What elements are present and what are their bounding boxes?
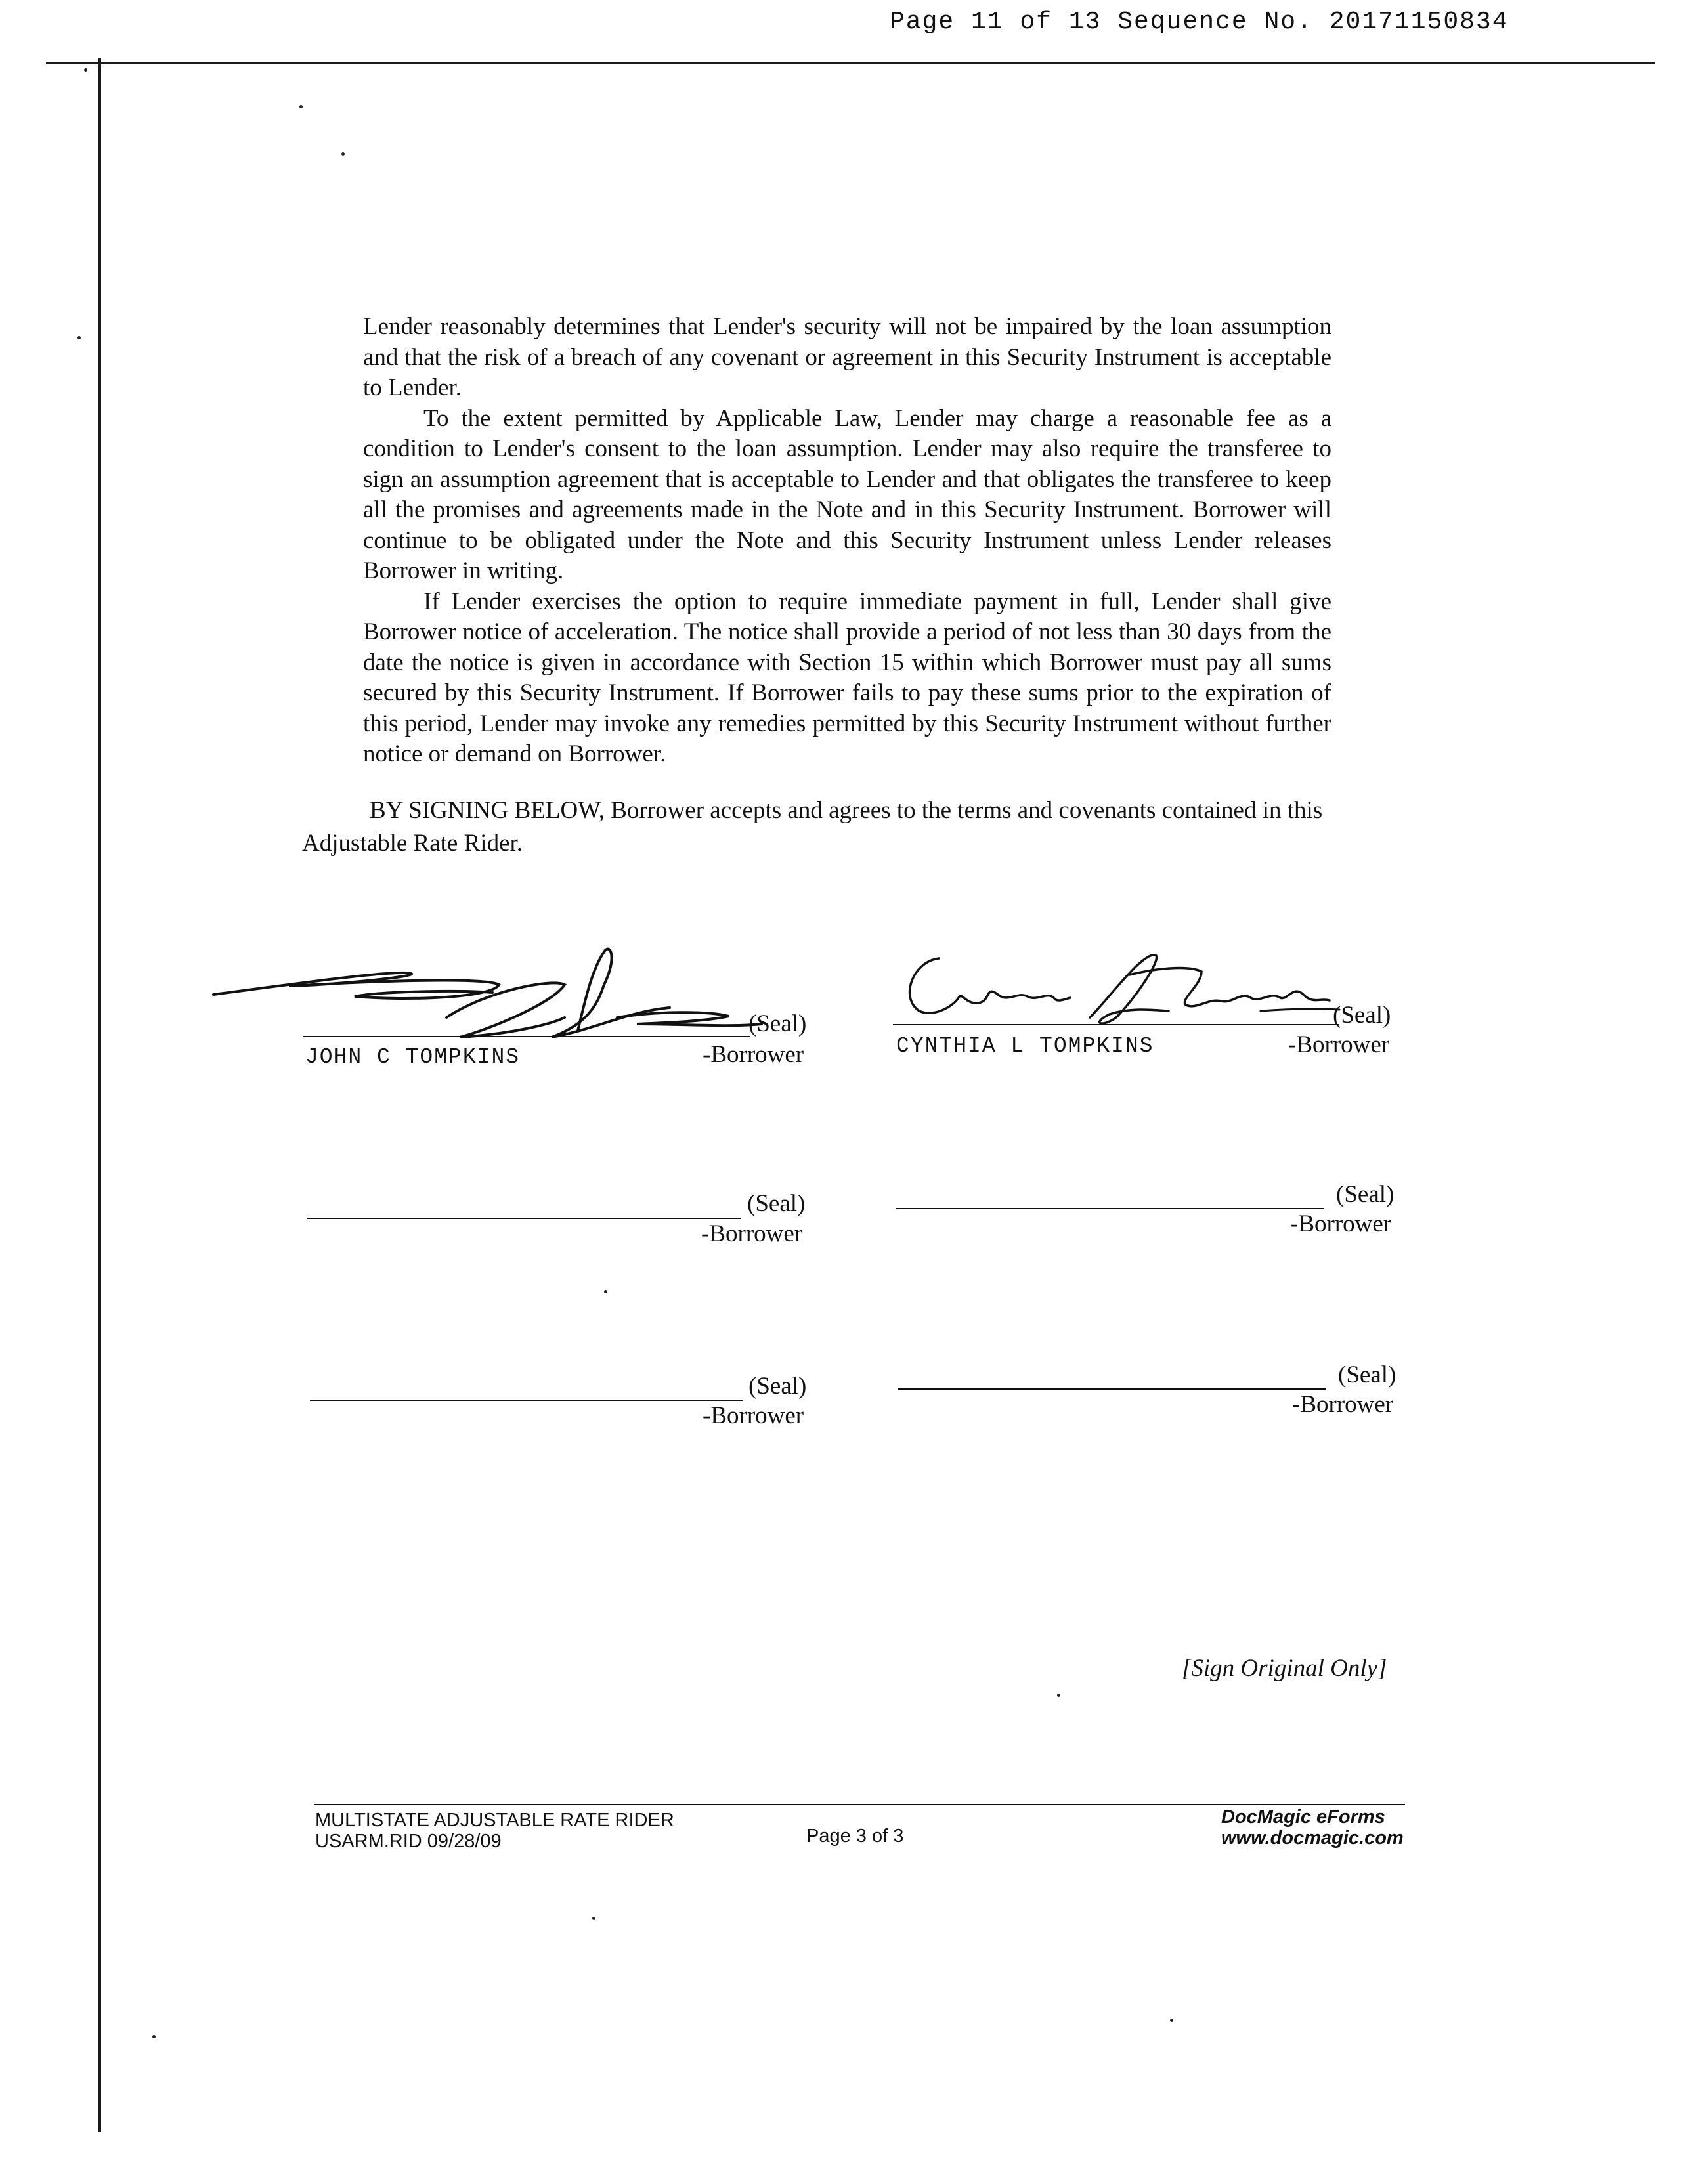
form-code: USARM.RID 09/28/09 [315,1831,502,1852]
borrower-name-cynthia: CYNTHIA L TOMPKINS [896,1034,1154,1058]
scan-speck [341,152,345,156]
scan-speck [592,1917,595,1920]
docmagic-url: www.docmagic.com [1221,1828,1404,1849]
borrower-role-label: -Borrower [701,1220,803,1247]
sign-original-only-note: [Sign Original Only] [1182,1655,1387,1682]
docmagic-logo: DocMagic eForms [1221,1807,1385,1828]
scan-speck [152,2035,156,2038]
scan-speck [604,1290,607,1293]
seal-label: (Seal) [748,1373,807,1400]
signature-line [893,1024,1339,1025]
scan-speck [1057,1694,1060,1697]
paragraph-assumption-fee: To the extent permitted by Applicable Law, Lender may charge a reasonable fee as a condition to Lender's consent to the loan assumption. Lender may also require the transferee to sign an assumption agreement that is acceptable to Lender and that obligates the transferee to keep all the promises and agreements made in the Note and in this Security Instrument. Borrower will continue to be obligated under the Note and this Security Instrument unless Lender releases Borrower in writing. [363,404,1331,584]
signature-line [896,1208,1324,1209]
left-margin-rule [98,58,101,2132]
scan-speck [84,68,87,72]
form-title: MULTISTATE ADJUSTABLE RATE RIDER [315,1810,674,1831]
rider-body-text [363,312,1331,770]
borrower-name-john: JOHN C TOMPKINS [305,1045,521,1069]
paragraph-acceleration-notice: If Lender exercises the option to require immediate payment in full, Lender shall give Borrower notice of acceleration. The notice shall provide a period of not less than 30 days from the date the notice is given in accordance with Section 15 within which Borrower must pay all sums secured by this Security Instrument. If Borrower fails to pay these sums prior to the expiration of this period, Lender may invoke any remedies permitted by this Security Instrument without further notice or demand on Borrower. [363,588,1331,767]
scan-speck [1170,2019,1173,2022]
scan-speck [77,336,81,339]
signature-line [898,1388,1326,1390]
page-sequence-stamp: Page 11 of 13 Sequence No. 20171150834 [890,8,1509,36]
borrower-role-label: -Borrower [1290,1210,1392,1237]
borrower-role-label: -Borrower [1288,1031,1390,1058]
page-number: Page 3 of 3 [806,1826,904,1847]
signing-statement-text: BY SIGNING BELOW, Borrower accepts and agrees to the terms and covenants contained in this Adjustable Rate Rider. [302,797,1323,857]
footer-rule [314,1804,1405,1805]
signature-cynthia-l-tompkins [893,945,1353,1031]
borrower-role-label: -Borrower [703,1402,804,1429]
seal-label: (Seal) [1338,1361,1396,1388]
paragraph-assumption-continued: Lender reasonably determines that Lender's security will not be impaired by the loan assumption and that the risk of a breach of any covenant or agreement in this Security Instrument is acceptable to Lender. [363,313,1331,401]
signature-john-c-tompkins [210,945,768,1057]
signing-statement [302,794,1405,860]
seal-label: (Seal) [1333,1002,1391,1029]
signature-line [303,1036,750,1037]
seal-label: (Seal) [748,1010,807,1037]
scan-speck [299,105,303,108]
signature-line [307,1218,741,1219]
seal-label: (Seal) [747,1190,806,1217]
borrower-role-label: -Borrower [1292,1391,1394,1418]
signature-line [310,1400,743,1401]
seal-label: (Seal) [1336,1181,1395,1208]
borrower-role-label: -Borrower [703,1041,804,1068]
top-rule [46,62,1655,64]
